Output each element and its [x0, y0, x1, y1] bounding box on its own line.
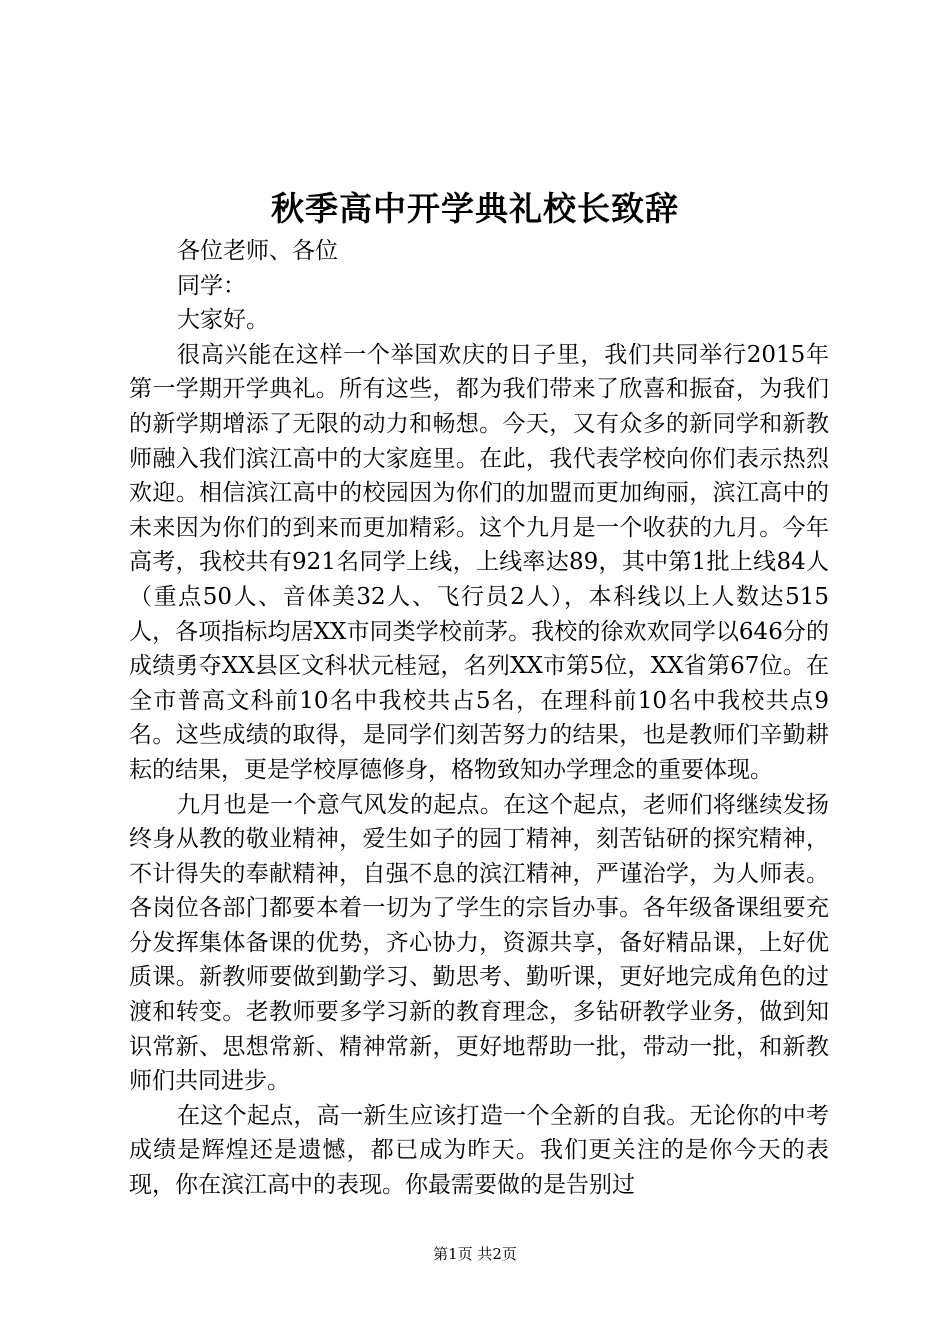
salutation-line-1: 各位老师、各位 [177, 238, 338, 264]
salutation-line-2: 同学： [177, 272, 246, 299]
paragraph-2: 九月也是一个意气风发的起点。在这个起点，老师们将继续发扬终身从教的敬业精神，爱生如子的园丁精神，刻苦钻研的探究精神，不计得失的奉献精神，自强不息的滨江精神，严谨治学，为人师表。各岗位各部门都要本着一切为了学生的宗旨办事。各年级备课组要充分发挥集体备课的优势，齐心协力，资源共享，备好精品课，上好优质课。新教师要做到勤学习、勤思考、勤听课，更好地完成角色的过渡和转变。老教师要多学习新的教育理念，多钻研教学业务，做到知识常新、思想常新、精神常新，更好地帮助一批，带动一批，和新教师们共同进步。 [129, 791, 829, 1095]
paragraph-3: 在这个起点，高一新生应该打造一个全新的自我。无论你的中考成绩是辉煌还是遗憾，都已成为昨天。我们更关注的是你今天的表现，你在滨江高中的表现。你最需要做的是告别过 [129, 1102, 829, 1199]
document-title: 秋季高中开学典礼校长致辞 [271, 189, 679, 228]
greeting: 大家好。 [177, 307, 269, 334]
document-body [129, 234, 829, 1203]
paragraph-1: 很高兴能在这样一个举国欢庆的日子里，我们共同举行2015年第一学期开学典礼。所有这些，都为我们带来了欣喜和振奋，为我们的新学期增添了无限的动力和畅想。今天，又有众多的新同学和新教师融入我们滨江高中的大家庭里。在此，我代表学校向你们表示热烈欢迎。相信滨江高中的校园因为你们的加盟而更加绚丽，滨江高中的未来因为你们的到来而更加精彩。这个九月是一个收获的九月。今年高考，我校共有921名同学上线，上线率达89，其中第1批上线84人（重点50人、音体美32人、飞行员2人），本科线以上人数达515人，各项指标均居XX市同类学校前茅。我校的徐欢欢同学以646分的成绩勇夺XX县区文科状元桂冠，名列XX市第5位，XX省第67位。在全市普高文科前10名中我校共占5名，在理科前10名中我校共点9名。这些成绩的取得，是同学们刻苦努力的结果，也是教师们辛勤耕耘的结果，更是学校厚德修身，格物致知办学理念的重要体现。 [129, 341, 829, 783]
page-number: 第1页 共2页 [433, 1245, 517, 1263]
